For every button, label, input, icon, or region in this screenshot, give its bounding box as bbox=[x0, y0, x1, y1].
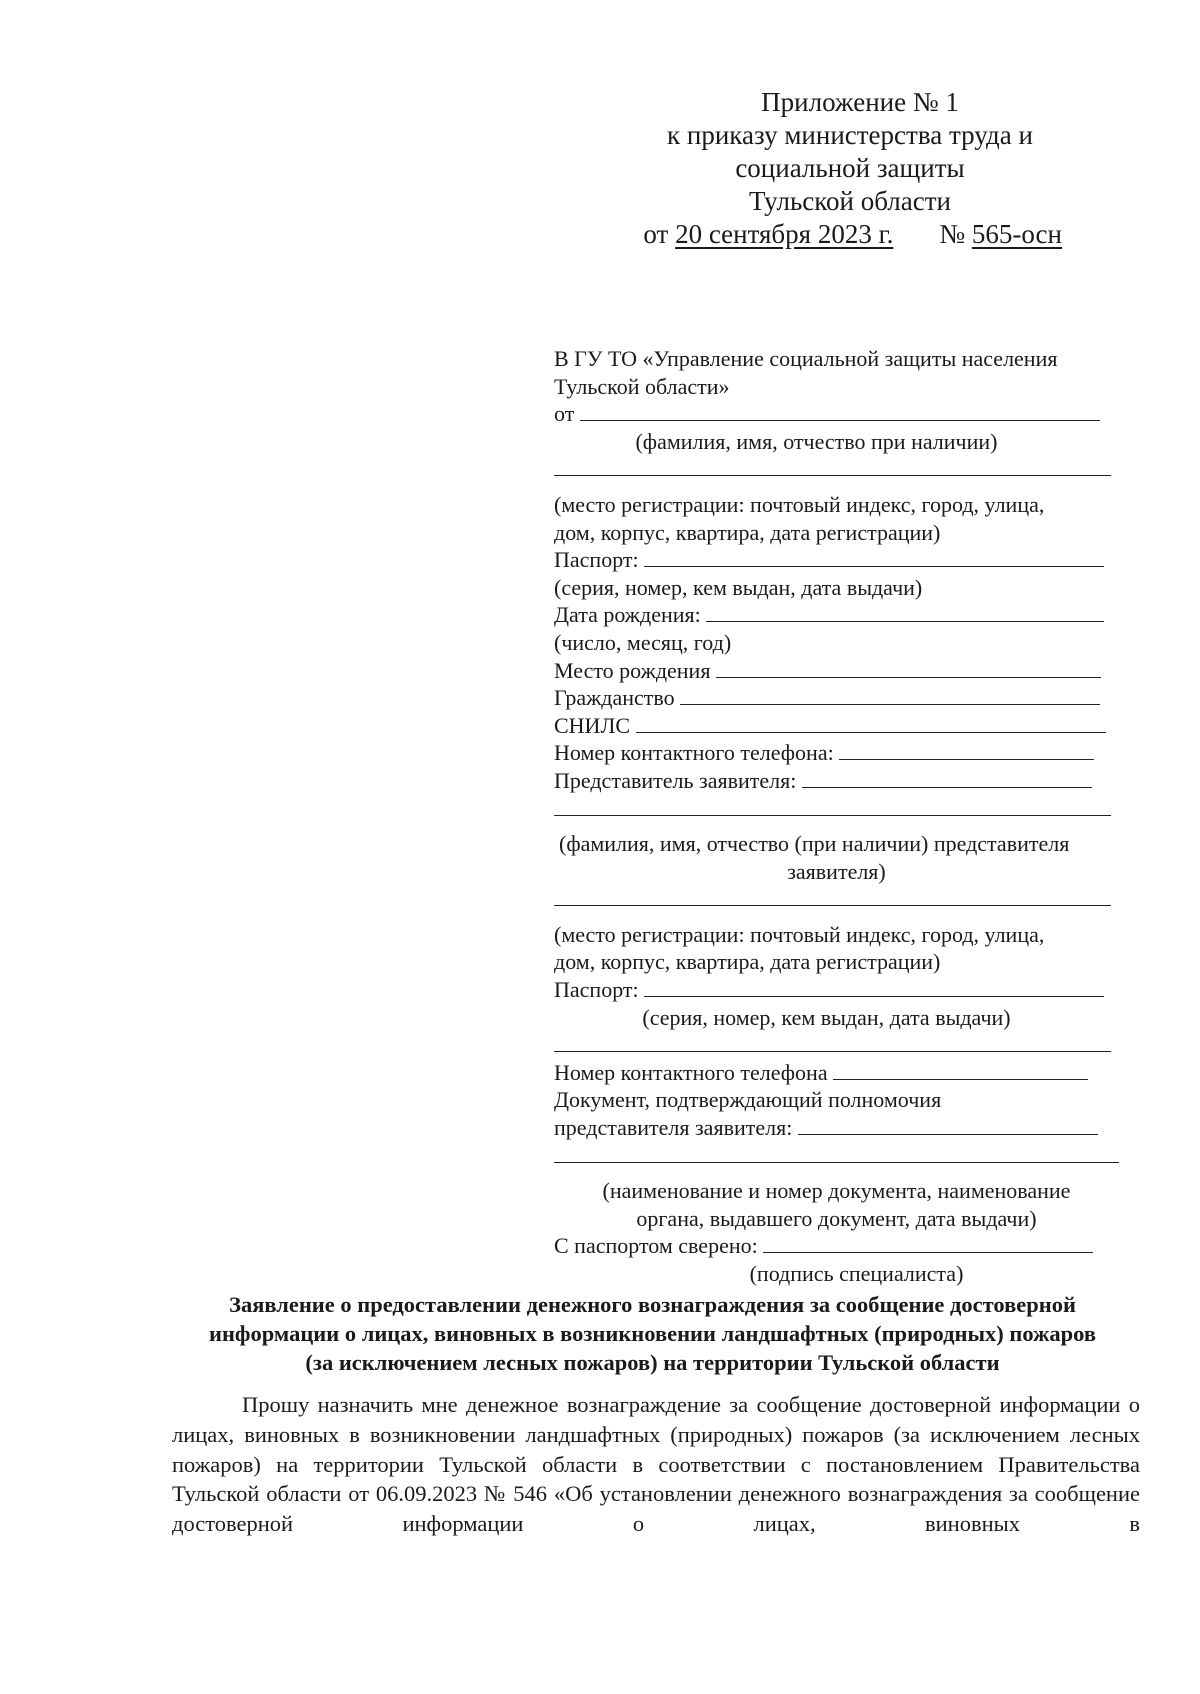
order-number: 565-осн bbox=[971, 219, 1062, 249]
rep-extra-field[interactable] bbox=[554, 1033, 1111, 1052]
passport-label: Паспорт: bbox=[554, 547, 639, 573]
rep-phone-label: Номер контактного телефона bbox=[554, 1059, 828, 1085]
number-prefix: № bbox=[939, 219, 972, 249]
rep-fio-hint-1: (фамилия, имя, отчество (при наличии) представителя bbox=[559, 831, 1070, 857]
rep-passport-hint: (серия, номер, кем выдан, дата выдачи) bbox=[642, 1004, 1011, 1030]
birthdate-hint: (число, месяц, год) bbox=[554, 629, 732, 655]
applicant-fio-field[interactable] bbox=[580, 402, 1100, 421]
phone-row bbox=[554, 739, 1119, 767]
birthplace-row bbox=[554, 657, 1119, 685]
body-paragraph: Прошу назначить мне денежное вознаграждение за сообщение достоверной информации о лицах, виновных в возникновении ландшафтных (природных) пожаров (за исключением лесных пожаров) на территории Тульской области в соответствии с постановлением Правительства Тульской области от 06.09.2023 № 546 «Об установлении денежного вознаграждения за сообщение достоверной информации о лицах, виновных в bbox=[172, 1392, 1140, 1537]
rep-reg-hint-2: дом, корпус, квартира, дата регистрации) bbox=[554, 949, 941, 975]
birthplace-label: Место рождения bbox=[554, 657, 711, 683]
to-line-2: Тульской области» bbox=[554, 373, 730, 399]
doc-label: представителя заявителя: bbox=[554, 1115, 793, 1141]
checked-signature-field[interactable] bbox=[763, 1234, 1093, 1253]
representative-row bbox=[554, 767, 1119, 795]
appendix-region-line: Тульской области bbox=[749, 186, 951, 216]
rep-passport-row bbox=[554, 976, 1119, 1004]
order-date: 20 сентября 2023 г. bbox=[675, 219, 894, 249]
birthdate-field[interactable] bbox=[706, 603, 1104, 622]
rep-registration-field[interactable] bbox=[554, 887, 1111, 906]
appendix-header bbox=[600, 86, 1100, 251]
phone-label: Номер контактного телефона: bbox=[554, 740, 834, 766]
appendix-ministry-line: социальной защиты bbox=[735, 153, 965, 183]
rep-passport-field[interactable] bbox=[644, 978, 1104, 997]
doc-field[interactable] bbox=[798, 1116, 1098, 1135]
rep-fio-field[interactable] bbox=[554, 797, 1111, 816]
checked-label: С паспортом сверено: bbox=[554, 1233, 758, 1259]
title-line-2: информации о лицах, виновных в возникновении ландшафтных (природных) пожаров bbox=[208, 1321, 1096, 1346]
doc-extra-field[interactable] bbox=[554, 1144, 1119, 1163]
rep-fio-hint-2: заявителя) bbox=[787, 858, 886, 884]
doc-hint-1: (наименование и номер документа, наименование bbox=[602, 1178, 1071, 1204]
appendix-order-line: к приказу министерства труда и bbox=[667, 120, 1033, 150]
rep-registration-field-row bbox=[554, 885, 1119, 913]
birthdate-label: Дата рождения: bbox=[554, 602, 701, 628]
doc-hint-2: органа, выдавшего документ, дата выдачи) bbox=[636, 1205, 1037, 1231]
reg-hint-1: (место регистрации: почтовый индекс, город, улица, bbox=[554, 491, 1045, 517]
rep-phone-row bbox=[554, 1059, 1119, 1087]
birthplace-field[interactable] bbox=[716, 659, 1101, 678]
rep-fio-field-row bbox=[554, 795, 1119, 823]
fio-hint: (фамилия, имя, отчество при наличии) bbox=[635, 428, 998, 454]
to-line-1: В ГУ ТО «Управление социальной защиты населения bbox=[554, 346, 1058, 371]
passport-field[interactable] bbox=[644, 548, 1104, 567]
rep-passport-label: Паспорт: bbox=[554, 977, 639, 1003]
citizenship-label: Гражданство bbox=[554, 685, 675, 711]
passport-hint: (серия, номер, кем выдан, дата выдачи) bbox=[554, 574, 923, 600]
date-prefix: от bbox=[643, 219, 676, 249]
registration-field[interactable] bbox=[554, 457, 1111, 476]
passport-row bbox=[554, 546, 1119, 574]
from-label: от bbox=[554, 401, 575, 427]
addressee-block bbox=[554, 345, 1119, 1288]
checked-hint: (подпись специалиста) bbox=[749, 1261, 964, 1286]
representative-label: Представитель заявителя: bbox=[554, 767, 797, 793]
appendix-date-line bbox=[600, 218, 1100, 251]
registration-field-row bbox=[554, 455, 1119, 483]
title-line-1: Заявление о предоставлении денежного вознаграждения за сообщение достоверной bbox=[229, 1292, 1076, 1317]
doc-label-row-2 bbox=[554, 1114, 1119, 1142]
snils-row bbox=[554, 712, 1119, 740]
from-row bbox=[554, 400, 1119, 428]
rep-extra-field-row bbox=[554, 1031, 1119, 1059]
citizenship-row bbox=[554, 684, 1119, 712]
birthdate-row bbox=[554, 601, 1119, 629]
application-body bbox=[172, 1390, 1140, 1569]
application-title bbox=[165, 1290, 1140, 1377]
checked-row bbox=[554, 1232, 1119, 1260]
title-line-3: (за исключением лесных пожаров) на территории Тульской области bbox=[305, 1350, 1000, 1375]
rep-phone-field[interactable] bbox=[833, 1061, 1088, 1080]
phone-field[interactable] bbox=[839, 741, 1094, 760]
appendix-number: Приложение № 1 bbox=[761, 87, 959, 117]
snils-label: СНИЛС bbox=[554, 712, 631, 738]
doc-label-row-1: Документ, подтверждающий полномочия bbox=[554, 1087, 942, 1113]
snils-field[interactable] bbox=[636, 714, 1106, 733]
reg-hint-2: дом, корпус, квартира, дата регистрации) bbox=[554, 519, 941, 545]
representative-field[interactable] bbox=[802, 769, 1092, 788]
doc-extra-field-row bbox=[554, 1142, 1119, 1170]
rep-reg-hint-1: (место регистрации: почтовый индекс, город, улица, bbox=[554, 921, 1045, 947]
citizenship-field[interactable] bbox=[680, 686, 1100, 705]
